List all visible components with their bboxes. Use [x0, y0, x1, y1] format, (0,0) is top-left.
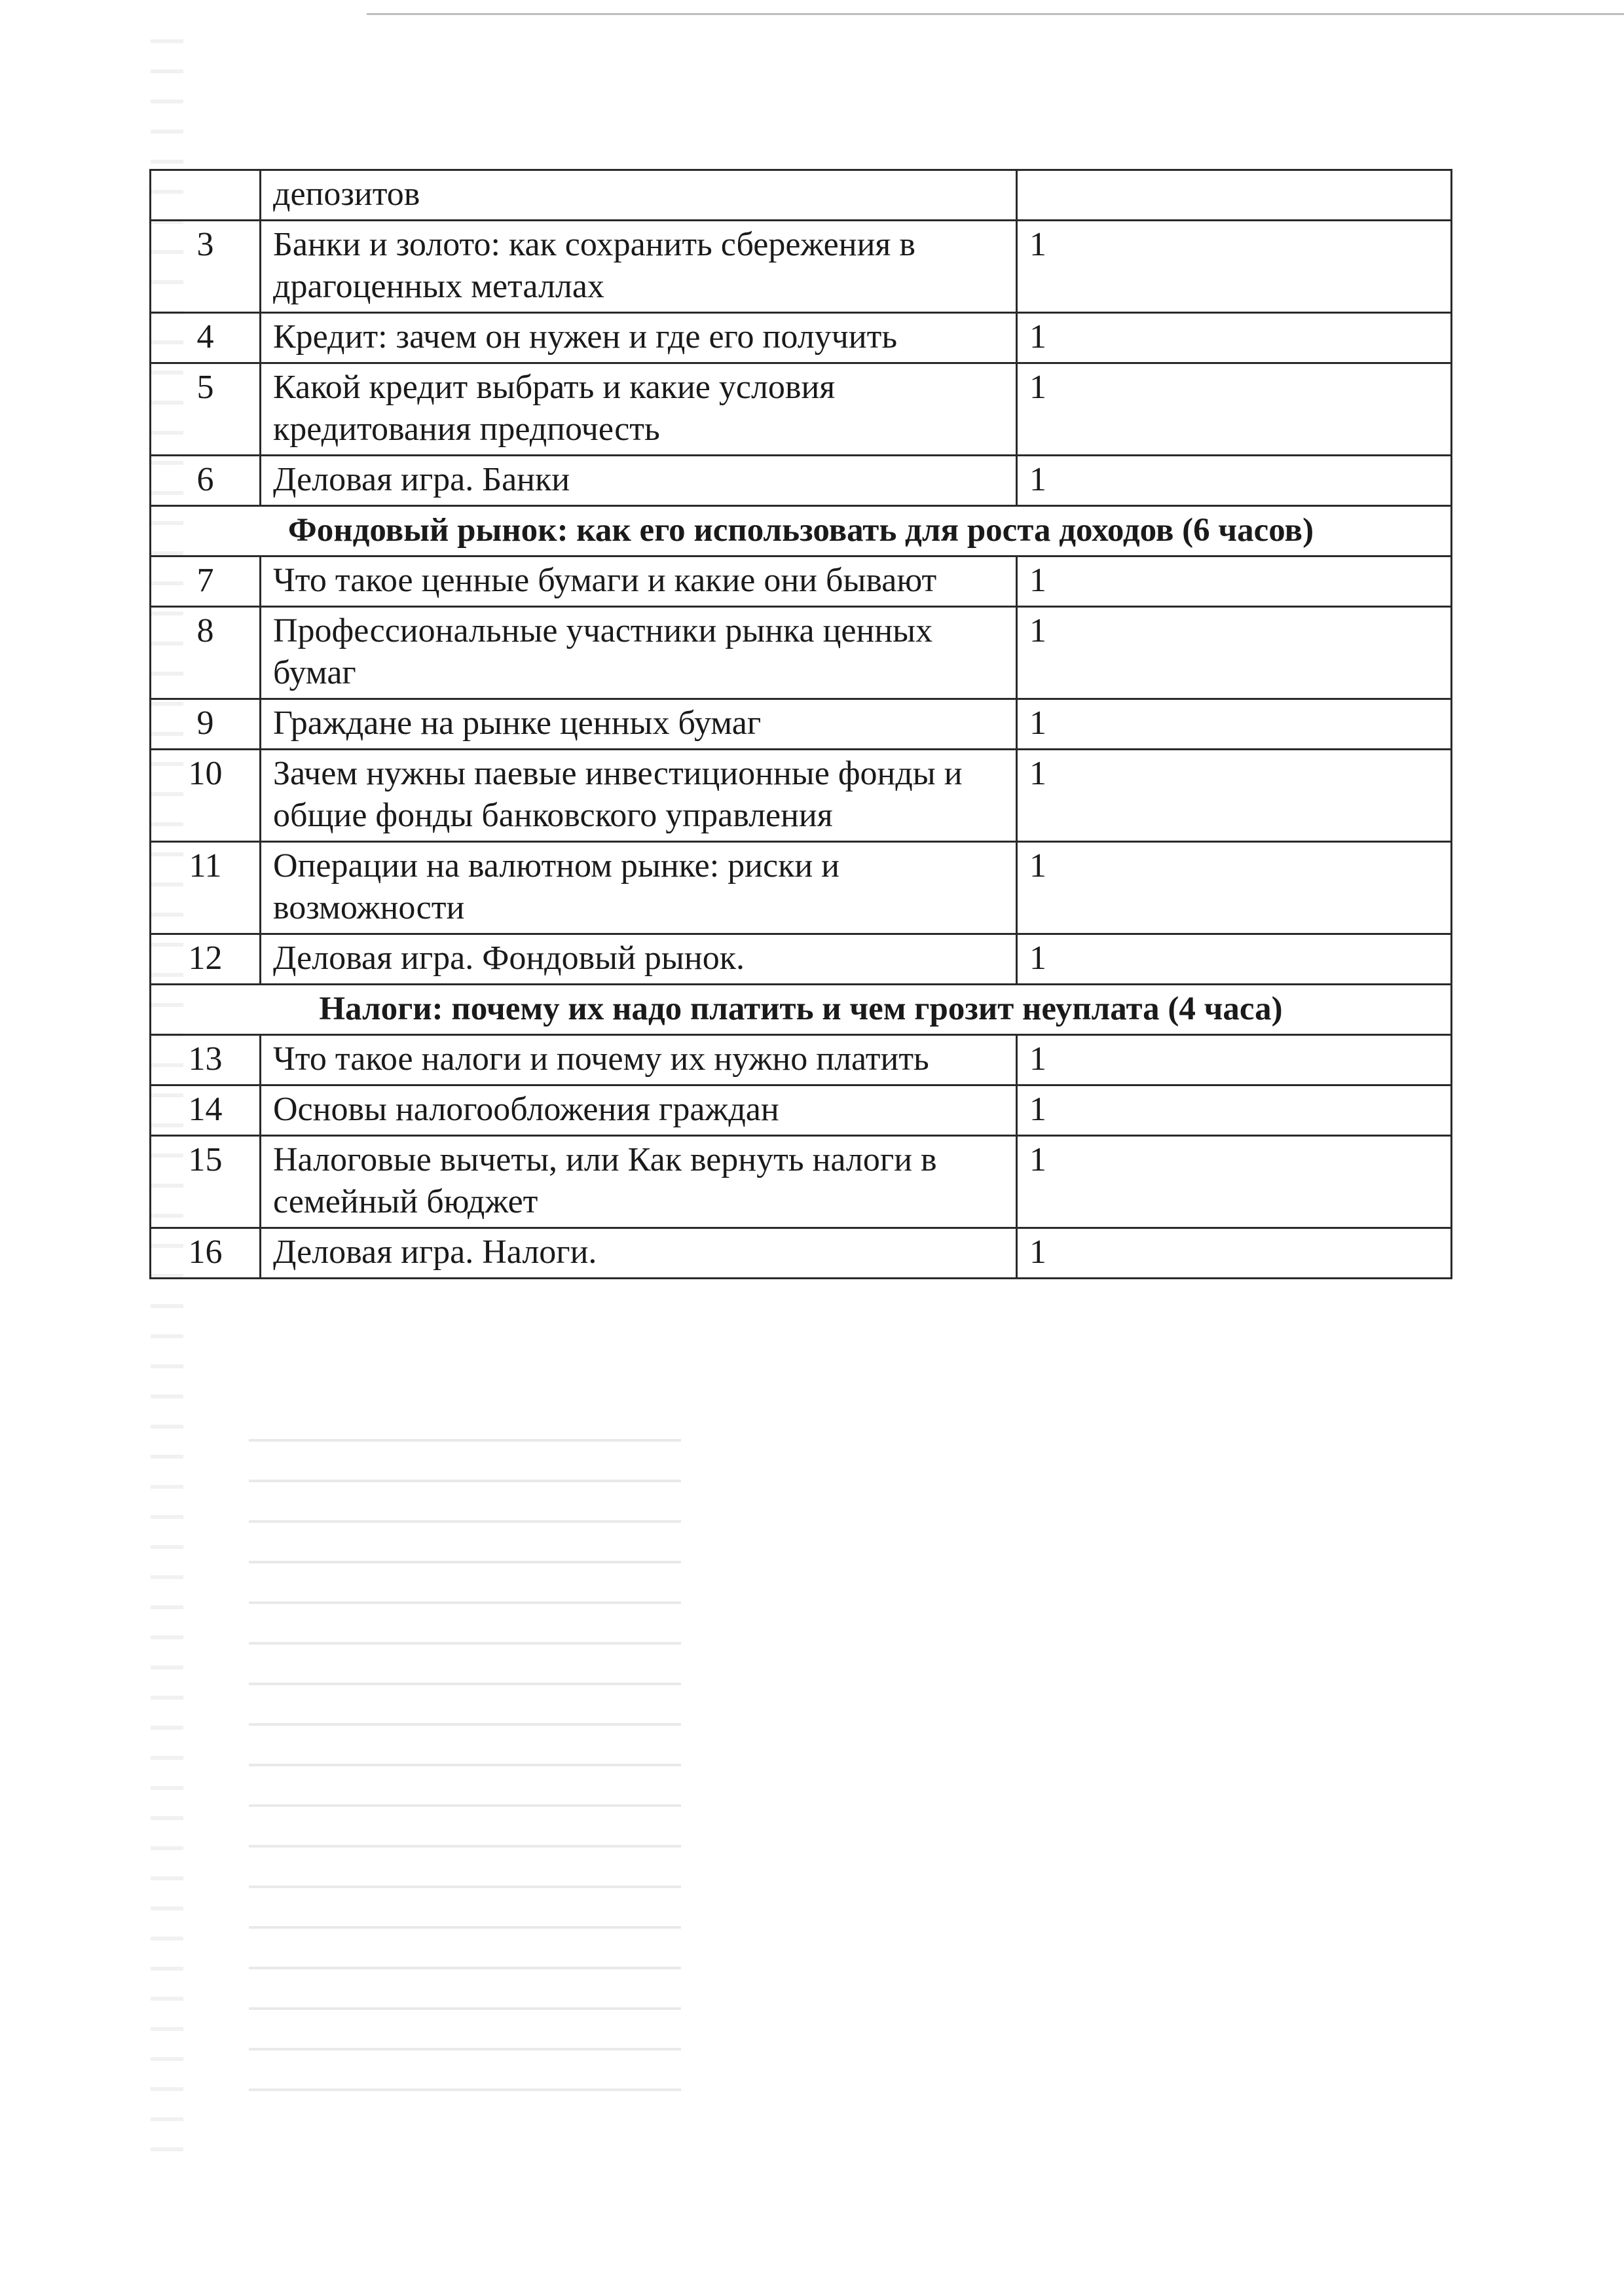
lesson-hours: 1 [1017, 1035, 1452, 1085]
scan-bleed-through [249, 1401, 681, 2095]
lesson-topic: Налоговые вычеты, или Как вернуть налоги в семейный бюджет [261, 1136, 1017, 1228]
table-row [151, 750, 1452, 842]
table-row [151, 456, 1452, 506]
lesson-hours: 1 [1017, 1228, 1452, 1279]
lesson-hours: 1 [1017, 607, 1452, 699]
lesson-number: 6 [151, 456, 261, 506]
lesson-number: 11 [151, 842, 261, 934]
table-row [151, 934, 1452, 985]
lesson-topic: Граждане на рынке ценных бумаг [261, 699, 1017, 750]
lesson-hours: 1 [1017, 221, 1452, 313]
lesson-topic: Банки и золото: как сохранить сбережения в драгоценных металлах [261, 221, 1017, 313]
lesson-topic: Какой кредит выбрать и какие условия кредитования предпочесть [261, 363, 1017, 456]
lesson-hours: 1 [1017, 556, 1452, 607]
scan-edge-line [367, 13, 1624, 15]
lesson-number: 8 [151, 607, 261, 699]
lesson-topic: Профессиональные участники рынка ценных бумаг [261, 607, 1017, 699]
table-row [151, 221, 1452, 313]
section-heading-stock-market: Фондовый рынок: как его использовать для роста доходов (6 часов) [151, 506, 1452, 556]
lesson-hours: 1 [1017, 934, 1452, 985]
lesson-number: 3 [151, 221, 261, 313]
lesson-number: 9 [151, 699, 261, 750]
table-row [151, 1085, 1452, 1136]
table-row [151, 1136, 1452, 1228]
lesson-number [151, 170, 261, 221]
lesson-topic: Что такое ценные бумаги и какие они бывают [261, 556, 1017, 607]
table-row [151, 556, 1452, 607]
lesson-topic: Деловая игра. Налоги. [261, 1228, 1017, 1279]
lesson-topic: Деловая игра. Фондовый рынок. [261, 934, 1017, 985]
lesson-topic: депозитов [261, 170, 1017, 221]
table-row [151, 842, 1452, 934]
table-row [151, 607, 1452, 699]
lesson-topic: Операции на валютном рынке: риски и возможности [261, 842, 1017, 934]
lesson-hours: 1 [1017, 1085, 1452, 1136]
table-row [151, 313, 1452, 363]
lesson-number: 13 [151, 1035, 261, 1085]
section-row [151, 506, 1452, 556]
section-heading-taxes: Налоги: почему их надо платить и чем грозит неуплата (4 часа) [151, 985, 1452, 1035]
lesson-hours: 1 [1017, 699, 1452, 750]
lesson-number: 15 [151, 1136, 261, 1228]
table-row [151, 699, 1452, 750]
table-row [151, 170, 1452, 221]
lesson-number: 10 [151, 750, 261, 842]
lesson-hours: 1 [1017, 750, 1452, 842]
lesson-hours [1017, 170, 1452, 221]
table-row [151, 1228, 1452, 1279]
section-row [151, 985, 1452, 1035]
lesson-number: 16 [151, 1228, 261, 1279]
lesson-topic: Деловая игра. Банки [261, 456, 1017, 506]
table-row [151, 1035, 1452, 1085]
lesson-topic: Что такое налоги и почему их нужно платить [261, 1035, 1017, 1085]
lesson-number: 5 [151, 363, 261, 456]
lesson-number: 14 [151, 1085, 261, 1136]
curriculum-table [149, 169, 1452, 1279]
lesson-topic: Кредит: зачем он нужен и где его получить [261, 313, 1017, 363]
lesson-number: 12 [151, 934, 261, 985]
lesson-hours: 1 [1017, 456, 1452, 506]
lesson-hours: 1 [1017, 842, 1452, 934]
table-row [151, 363, 1452, 456]
lesson-hours: 1 [1017, 313, 1452, 363]
lesson-hours: 1 [1017, 1136, 1452, 1228]
lesson-number: 4 [151, 313, 261, 363]
lesson-number: 7 [151, 556, 261, 607]
lesson-hours: 1 [1017, 363, 1452, 456]
lesson-topic: Зачем нужны паевые инвестиционные фонды и общие фонды банковского управления [261, 750, 1017, 842]
lesson-topic: Основы налогообложения граждан [261, 1085, 1017, 1136]
